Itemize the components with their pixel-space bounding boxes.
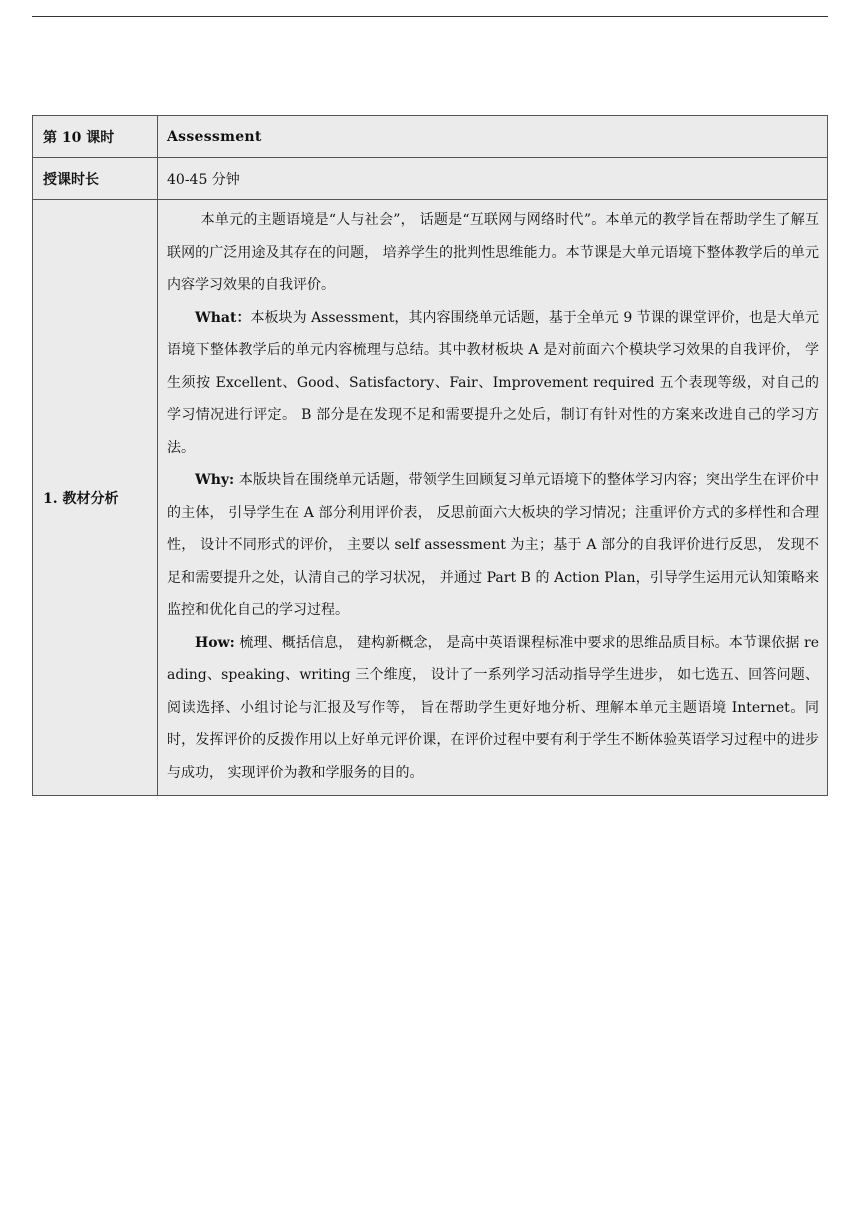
paragraph-intro bbox=[167, 204, 819, 302]
paragraph-why-text: 本版块旨在围绕单元话题，带领学生回顾复习单元语境下的整体学习内容；突出学生在评价中的主体， 引导学生在 A 部分利用评价表， 反思前面六大板块的学习情况；注重评价方式的多样性和合理性， 设计不同形式的评价， 主要以 self assessment 为主；基于 A 部分的自我评价进行反思， 发现不足和需要提升之处，认清自己的学习状况， 并通过 Part B 的 Action Plan，引导学生运用元认知策略来监控和优化自己的学习过程。 bbox=[167, 472, 819, 618]
paragraph-what-lead: What： bbox=[195, 309, 251, 326]
paragraph-intro-text: 本单元的主题语境是“人与社会”， 话题是“互联网与网络时代”。本单元的教学旨在帮助学生了解互联网的广泛用途及其存在的问题， 培养学生的批判性思维能力。本节课是大单元语境下整体教学后的单元内容学习效果的自我评价。 bbox=[167, 212, 819, 293]
paragraph-why bbox=[167, 464, 819, 627]
duration-value: 40-45 分钟 bbox=[158, 158, 828, 200]
analysis-content bbox=[158, 200, 828, 796]
lesson-plan-table bbox=[32, 115, 828, 796]
paragraph-how-lead: How: bbox=[195, 634, 235, 651]
section-label bbox=[33, 200, 158, 796]
period-label: 第 10 课时 bbox=[33, 116, 158, 158]
table-row-duration bbox=[33, 158, 828, 200]
duration-label: 授课时长 bbox=[33, 158, 158, 200]
table-row-period bbox=[33, 116, 828, 158]
table-row-analysis bbox=[33, 200, 828, 796]
period-title: Assessment bbox=[158, 116, 828, 158]
paragraph-what bbox=[167, 302, 819, 465]
paragraph-why-lead: Why: bbox=[195, 472, 235, 488]
paragraph-how-text: 梳理、概括信息， 建构新概念， 是高中英语课程标准中要求的思维品质目标。本节课依据 reading、speaking、writing 三个维度， 设计了一系列学习活动指导学生进步， 如七选五、回答问题、阅读选择、小组讨论与汇报及写作等， 旨在帮助学生更好地分析、理解本单元主题语境 Internet。同时，发挥评价的反拨作用以上好单元评价课，在评价过程中要有利于学生不断体验英语学习过程中的进步与成功， 实现评价为教和学服务的目的。 bbox=[167, 634, 819, 781]
section-label-text: 1. 教材分析 bbox=[43, 490, 119, 507]
header-rule bbox=[32, 16, 828, 17]
paragraph-how bbox=[167, 627, 819, 790]
paragraph-what-text: 本板块为 Assessment，其内容围绕单元话题，基于全单元 9 节课的课堂评价，也是大单元语境下整体教学后的单元内容梳理与总结。其中教材板块 A 是对前面六个模块学习效果的自我评价， 学生须按 Excellent、Good、Satisfactory、Fair、Improvement required 五个表现等级，对自己的学习情况进行评定。 B 部分是在发现不足和需要提升之处后，制订有针对性的方案来改进自己的学习方法。 bbox=[167, 309, 819, 456]
